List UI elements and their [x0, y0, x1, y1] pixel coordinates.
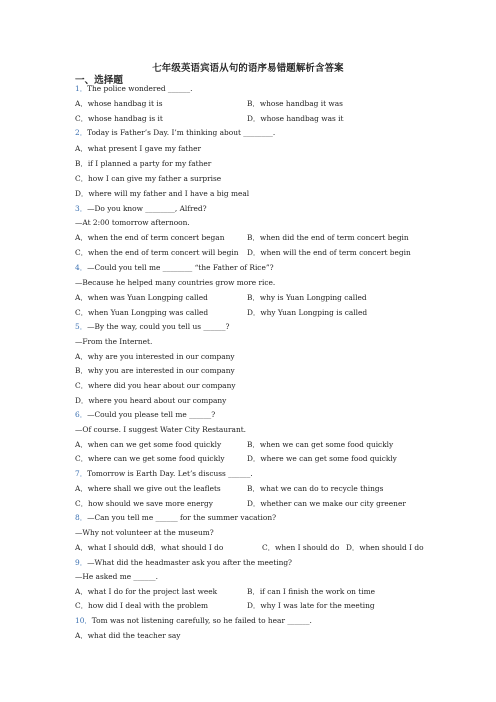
q8-option-a[interactable]: A．what I should do — [75, 543, 151, 552]
question-4-stem: 4．—Could you tell me ________ “the Father of Rice”? — [75, 263, 274, 272]
question-5-reply: —From the Internet. — [75, 337, 153, 346]
q2-option-d[interactable]: D．where will my father and I have a big meal — [75, 189, 250, 198]
q9-option-a[interactable]: A．what I do for the project last week — [75, 587, 218, 596]
q3-option-a[interactable]: A．when the end of term concert began — [75, 233, 225, 242]
q6-option-d[interactable]: D．where we can get some food quickly — [247, 454, 397, 463]
q8-option-c[interactable]: C．when I should do — [262, 543, 340, 552]
section-heading: 一、选择题 — [75, 75, 123, 86]
question-3-reply: —At 2:00 tomorrow afternoon. — [75, 218, 190, 227]
q5-option-a[interactable]: A．why are you interested in our company — [75, 352, 235, 361]
q3-option-b[interactable]: B．when did the end of term concert begin — [247, 233, 409, 242]
q1-option-b[interactable]: B．whose handbag it was — [247, 99, 343, 108]
q7-option-b[interactable]: B．what we can do to recycle things — [247, 484, 384, 493]
q5-option-b[interactable]: B．why you are interested in our company — [75, 366, 235, 375]
q2-option-a[interactable]: A．what present I gave my father — [75, 144, 202, 153]
q8-option-b[interactable]: B．what should I do — [148, 543, 224, 552]
q7-option-a[interactable]: A．where shall we give out the leaflets — [75, 484, 221, 493]
q1-option-d[interactable]: D．whose handbag was it — [247, 114, 344, 123]
q9-option-c[interactable]: C．how did I deal with the problem — [75, 601, 209, 610]
q4-option-b[interactable]: B．why is Yuan Longping called — [247, 293, 367, 302]
question-6-stem: 6．—Could you please tell me ______? — [75, 410, 216, 419]
q4-option-c[interactable]: C．when Yuan Longping was called — [75, 308, 209, 317]
q6-option-a[interactable]: A．when can we get some food quickly — [75, 440, 222, 449]
q4-option-a[interactable]: A．when was Yuan Longping called — [75, 293, 208, 302]
question-3-stem: 3．—Do you know ________, Alfred? — [75, 204, 207, 213]
question-7-stem: 7．Tomorrow is Earth Day. Let’s discuss ______. — [75, 469, 253, 478]
question-5-stem: 5．—By the way, could you tell us ______? — [75, 322, 230, 331]
question-2-stem: 2．Today is Father’s Day. I’m thinking about ________. — [75, 128, 276, 137]
q5-option-d[interactable]: D．where you heard about our company — [75, 396, 227, 405]
q7-option-c[interactable]: C．how should we save more energy — [75, 499, 213, 508]
q4-option-d[interactable]: D．why Yuan Longping is called — [247, 308, 368, 317]
q2-option-c[interactable]: C．how I can give my father a surprise — [75, 174, 222, 183]
q3-option-c[interactable]: C．when the end of term concert will begin — [75, 248, 239, 257]
question-9-reply: —He asked me ______. — [75, 572, 158, 581]
question-9-stem: 9．—What did the headmaster ask you after the meeting? — [75, 558, 293, 567]
q2-option-b[interactable]: B．if I planned a party for my father — [75, 159, 212, 168]
q7-option-d[interactable]: D．whether can we make our city greener — [247, 499, 406, 508]
q8-option-d[interactable]: D．when should I do — [346, 543, 424, 552]
question-10-stem: 10．Tom was not listening carefully, so he failed to hear ______. — [75, 616, 312, 625]
q9-option-d[interactable]: D．why I was late for the meeting — [247, 601, 375, 610]
q1-option-a[interactable]: A．whose handbag it is — [75, 99, 163, 108]
q5-option-c[interactable]: C．where did you hear about our company — [75, 381, 236, 390]
question-1-stem: 1．The police wondered ______. — [75, 84, 193, 93]
q10-option-a[interactable]: A．what did the teacher say — [75, 631, 181, 640]
document-title: 七年级英语宾语从句的语序易错题解析含答案 — [152, 63, 344, 74]
question-4-reply: —Because he helped many countries grow more rice. — [75, 278, 276, 287]
q6-option-b[interactable]: B．when we can get some food quickly — [247, 440, 394, 449]
question-8-stem: 8．—Can you tell me ______ for the summer vacation? — [75, 513, 277, 522]
q1-option-c[interactable]: C．whose handbag is it — [75, 114, 163, 123]
question-6-reply: —Of course. I suggest Water City Restaurant. — [75, 425, 247, 434]
q3-option-d[interactable]: D．when will the end of term concert begin — [247, 248, 411, 257]
question-8-reply: —Why not volunteer at the museum? — [75, 528, 214, 537]
q9-option-b[interactable]: B．if can I finish the work on time — [247, 587, 376, 596]
q6-option-c[interactable]: C．where can we get some food quickly — [75, 454, 225, 463]
